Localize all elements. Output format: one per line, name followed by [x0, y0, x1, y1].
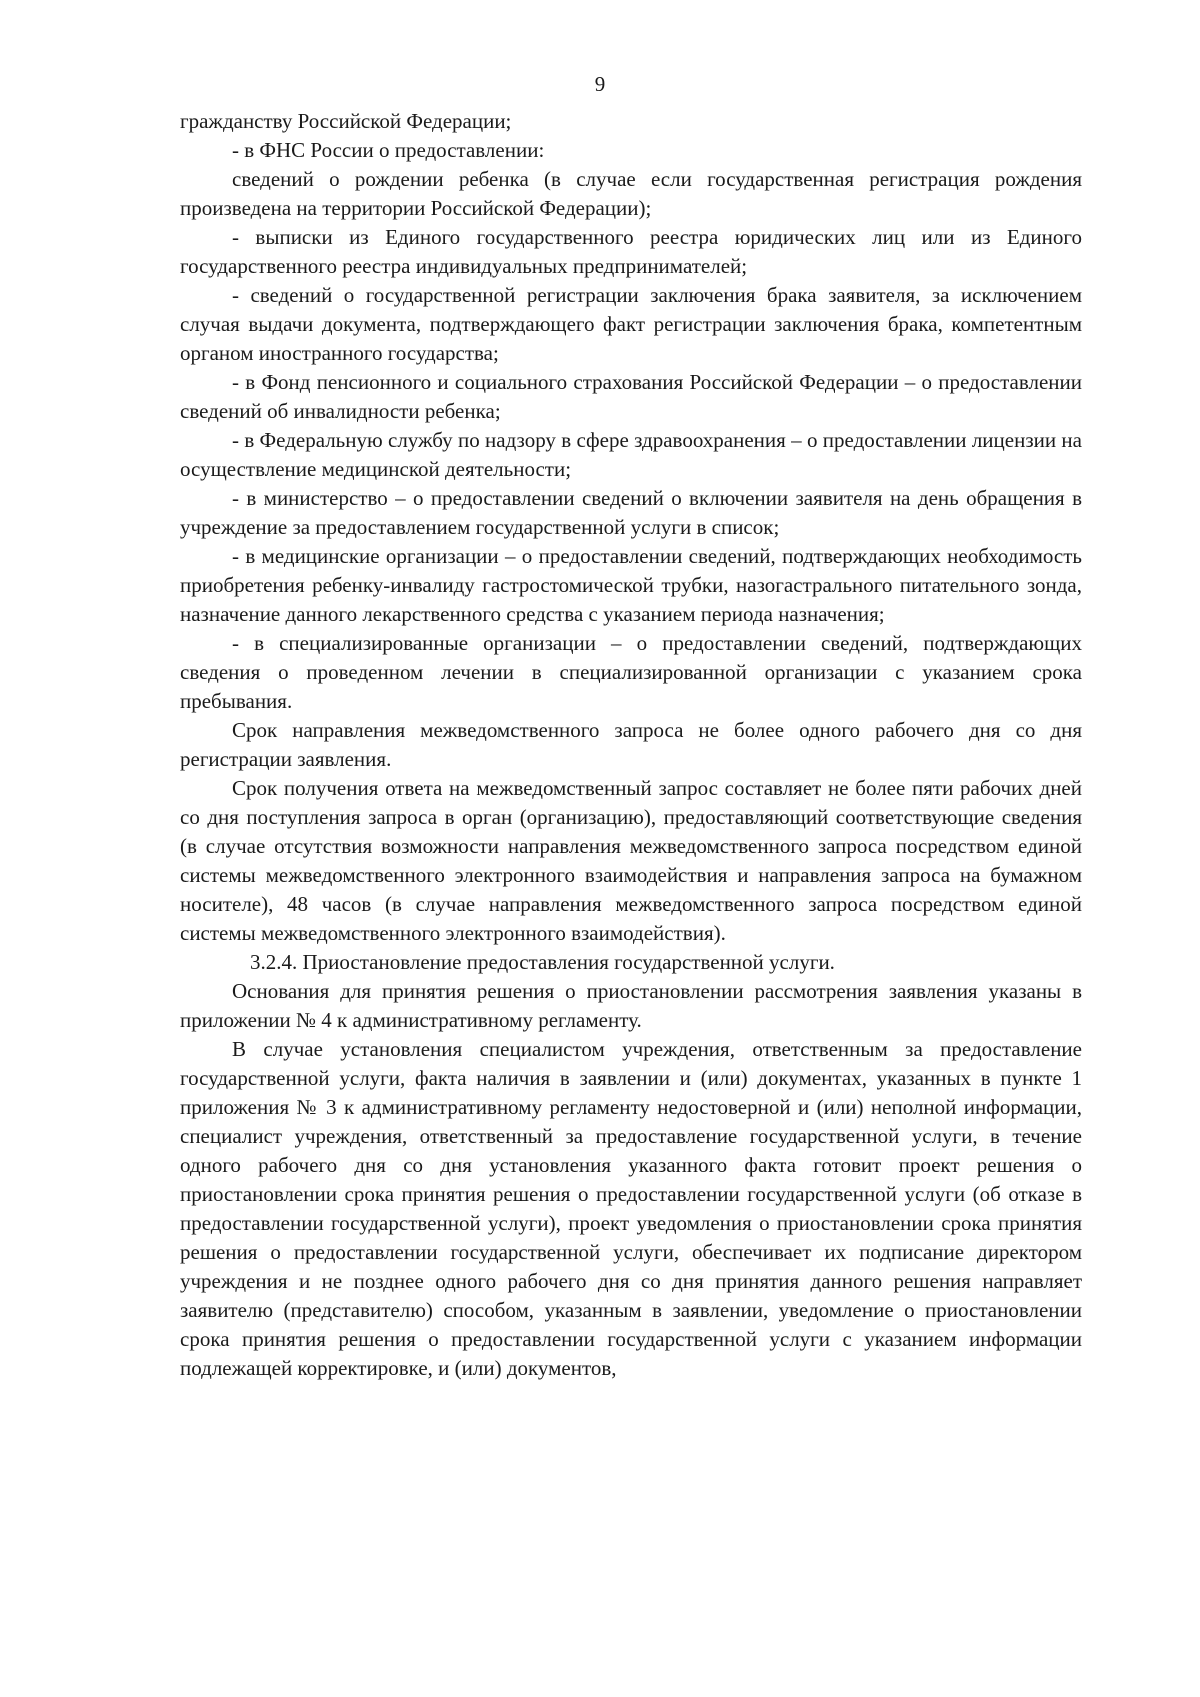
paragraph-suspension-procedure: В случае установления специалистом учреждения, ответственным за предоставление государственной услуги, факта наличия в заявлении и (или) документах, указанных в пункте 1 приложения № 3 к административному регламенту недостоверной и (или) неполной информации, специалист учреждения, ответственный за предоставление государственной услуги, в течение одного рабочего дня со дня установления указанного факта готовит проект решения о приостановлении срока принятия решения о предоставлении государственной услуги (об отказе в предоставлении государственной услуги), проект уведомления о приостановлении срока принятия решения о предоставлении государственной услуги, обеспечивает их подписание директором учреждения и не позднее одного рабочего дня со дня принятия данного решения направляет заявителю (представителю) способом, указанным в заявлении, уведомление о приостановлении срока принятия решения о предоставлении государственной услуги с указанием информации подлежащей корректировке, и (или) документов, [180, 1037, 1082, 1380]
document-body [180, 107, 1082, 1383]
paragraph-specialized-organizations: - в специализированные организации – о предоставлении сведений, подтверждающих сведения о проведенном лечении в специализированной организации с указанием срока пребывания. [180, 631, 1082, 713]
paragraph-medical-organizations: - в медицинские организации – о предоставлении сведений, подтверждающих необходимость приобретения ребенку-инвалиду гастростомической трубки, назогастрального питательного зонда, назначение данного лекарственного средства с указанием периода назначения; [180, 544, 1082, 626]
section-heading-3-2-4: 3.2.4. Приостановление предоставления государственной услуги. [250, 950, 835, 974]
paragraph-response-deadline: Срок получения ответа на межведомственный запрос составляет не более пяти рабочих дней со дня поступления запроса в орган (организацию), предоставляющий соответствующие сведения (в случае отсутствия возможности направления межведомственного запроса посредством единой системы межведомственного электронного взаимодействия и направления запроса на бумажном носителе), 48 часов (в случае направления межведомственного запроса посредством единой системы межведомственного электронного взаимодействия). [180, 776, 1082, 945]
paragraph-pension-fund: - в Фонд пенсионного и социального страхования Российской Федерации – о предоставлении сведений об инвалидности ребенка; [180, 370, 1082, 423]
paragraph-ministry: - в министерство – о предоставлении сведений о включении заявителя на день обращения в учреждение за предоставлением государственной услуги в список; [180, 486, 1082, 539]
paragraph-health-supervision: - в Федеральную службу по надзору в сфере здравоохранения – о предоставлении лицензии на осуществление медицинской деятельности; [180, 428, 1082, 481]
paragraph-request-deadline: Срок направления межведомственного запроса не более одного рабочего дня со дня регистрации заявления. [180, 718, 1082, 771]
paragraph-citizenship: гражданству Российской Федерации; [180, 109, 512, 133]
paragraph-marriage-info: - сведений о государственной регистрации заключения брака заявителя, за исключением случая выдачи документа, подтверждающего факт регистрации заключения брака, компетентным органом иностранного государства; [180, 283, 1082, 365]
paragraph-fns-request: - в ФНС России о предоставлении: [232, 138, 545, 162]
page-number: 9 [594, 72, 606, 96]
paragraph-suspension-grounds: Основания для принятия решения о приостановлении рассмотрения заявления указаны в приложении № 4 к административному регламенту. [180, 979, 1082, 1032]
paragraph-birth-info: сведений о рождении ребенка (в случае если государственная регистрация рождения произведена на территории Российской Федерации); [180, 167, 1082, 220]
paragraph-registry-extract: - выписки из Единого государственного реестра юридических лиц или из Единого государственного реестра индивидуальных предпринимателей; [180, 225, 1082, 278]
